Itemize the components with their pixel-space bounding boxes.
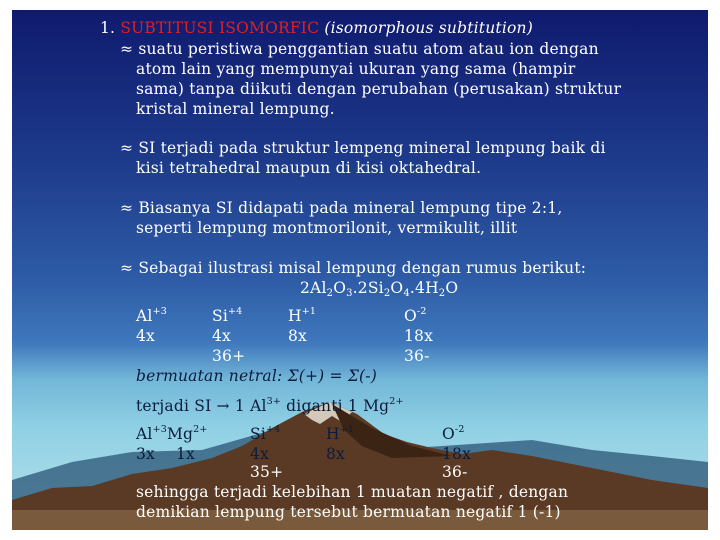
- table2-si-count: 4x: [250, 445, 270, 463]
- table2-positive-total: 35+: [250, 463, 284, 481]
- clay-formula: [300, 278, 458, 298]
- element-symbol: Al: [136, 307, 153, 325]
- formula-part: .4H: [409, 279, 439, 297]
- table2-al-mg-symbols: [136, 424, 208, 444]
- table2-h-count: 8x: [326, 445, 346, 463]
- paragraph-4-line-1: [120, 258, 586, 278]
- al-charge: 3+: [266, 396, 282, 407]
- element-symbol: O: [404, 307, 417, 325]
- paragraph-text: Sebagai ilustrasi misal lempung dengan rumus berikut:: [138, 259, 587, 277]
- table1-si-symbol: [212, 306, 242, 326]
- bullet-symbol: ≈: [120, 199, 134, 217]
- heading-subtitle: (isomorphous subtitution): [324, 19, 533, 37]
- paragraph-3-line-2: seperti lempung montmorilonit, vermikulit, illit: [136, 219, 518, 237]
- formula-part: 2Al: [300, 279, 327, 297]
- element-symbol: Mg: [166, 425, 194, 443]
- substitution-line: [136, 396, 404, 416]
- element-charge: -2: [454, 424, 465, 435]
- table1-si-count: 4x: [212, 327, 232, 345]
- table2-h-symbol: [326, 424, 354, 444]
- element-charge: +4: [265, 424, 281, 435]
- table2-o-count: 18x: [442, 445, 472, 463]
- table1-positive-total: 36+: [212, 347, 246, 365]
- table2-negative-total: 36-: [442, 463, 468, 481]
- paragraph-3-line-1: [120, 198, 562, 218]
- table1-h-count: 8x: [288, 327, 308, 345]
- conclusion-line-1: sehingga terjadi kelebihan 1 muatan negatif , dengan: [136, 483, 569, 501]
- conclusion-line-2: demikian lempung tersebut bermuatan negatif 1 (-1): [136, 503, 561, 521]
- table1-o-count: 18x: [404, 327, 434, 345]
- mg-charge: 2+: [389, 396, 404, 407]
- paragraph-text: suatu peristiwa penggantian suatu atom atau ion dengan: [138, 40, 599, 58]
- table1-al-count: 4x: [136, 327, 156, 345]
- formula-subscript: 2: [438, 288, 446, 299]
- table2-si-symbol: [250, 424, 280, 444]
- paragraph-1-line-3: sama) tanpa diikuti dengan perubahan (perusakan) struktur: [136, 80, 622, 98]
- formula-subscript: 3: [346, 288, 353, 299]
- formula-part: O: [390, 279, 404, 297]
- substitution-mg: diganti 1 Mg: [286, 397, 390, 415]
- paragraph-1-line-1: [120, 39, 599, 59]
- substitution-al: 1 Al: [234, 397, 267, 415]
- substitution-prefix: terjadi SI: [136, 397, 212, 415]
- table2-al-count: 3x: [136, 445, 156, 463]
- element-charge: +1: [301, 306, 317, 317]
- slide: [12, 10, 708, 530]
- formula-subscript: 2: [383, 288, 391, 299]
- table1-negative-total: 36-: [404, 347, 430, 365]
- element-symbol: H: [288, 307, 302, 325]
- neutral-charge-line: [136, 366, 377, 386]
- table1-o-symbol: [404, 306, 427, 326]
- neutral-formula: Σ(+) = Σ(-): [287, 367, 377, 385]
- element-charge: +1: [339, 424, 355, 435]
- heading-number: 1.: [100, 19, 116, 37]
- element-charge: +3: [152, 306, 167, 317]
- element-symbol: Al: [136, 425, 153, 443]
- bullet-symbol: ≈: [120, 40, 134, 58]
- paragraph-1-line-4: kristal mineral lempung.: [136, 100, 335, 118]
- formula-part: O: [445, 279, 459, 297]
- element-symbol: Si: [212, 307, 228, 325]
- element-charge: 2+: [193, 424, 208, 435]
- formula-subscript: 4: [403, 288, 410, 299]
- heading-title: SUBTITUSI ISOMORFIC: [120, 19, 320, 37]
- element-symbol: H: [326, 425, 340, 443]
- element-symbol: O: [442, 425, 455, 443]
- bullet-symbol: ≈: [120, 139, 134, 157]
- paragraph-2-line-1: [120, 138, 606, 158]
- paragraph-text: SI terjadi pada struktur lempeng mineral lempung baik di: [138, 139, 606, 157]
- element-symbol: Si: [250, 425, 266, 443]
- arrow-icon: →: [216, 397, 230, 415]
- element-charge: +3: [152, 424, 167, 435]
- table1-h-symbol: [288, 306, 316, 326]
- paragraph-text: Biasanya SI didapati pada mineral lempung tipe 2:1,: [138, 199, 563, 217]
- table2-mg-count: 1x: [176, 445, 196, 463]
- formula-part: O: [333, 279, 347, 297]
- table2-o-symbol: [442, 424, 465, 444]
- paragraph-2-line-2: kisi tetrahedral maupun di kisi oktahedral.: [136, 159, 482, 177]
- element-charge: +4: [227, 306, 243, 317]
- neutral-text: bermuatan netral:: [136, 367, 283, 385]
- formula-subscript: 2: [326, 288, 334, 299]
- section-heading: [100, 18, 533, 38]
- paragraph-1-line-2: atom lain yang mempunyai ukuran yang sama (hampir: [136, 60, 576, 78]
- element-charge: -2: [416, 306, 427, 317]
- table1-al-symbol: [136, 306, 167, 326]
- bullet-symbol: ≈: [120, 259, 134, 277]
- formula-part: .2Si: [352, 279, 384, 297]
